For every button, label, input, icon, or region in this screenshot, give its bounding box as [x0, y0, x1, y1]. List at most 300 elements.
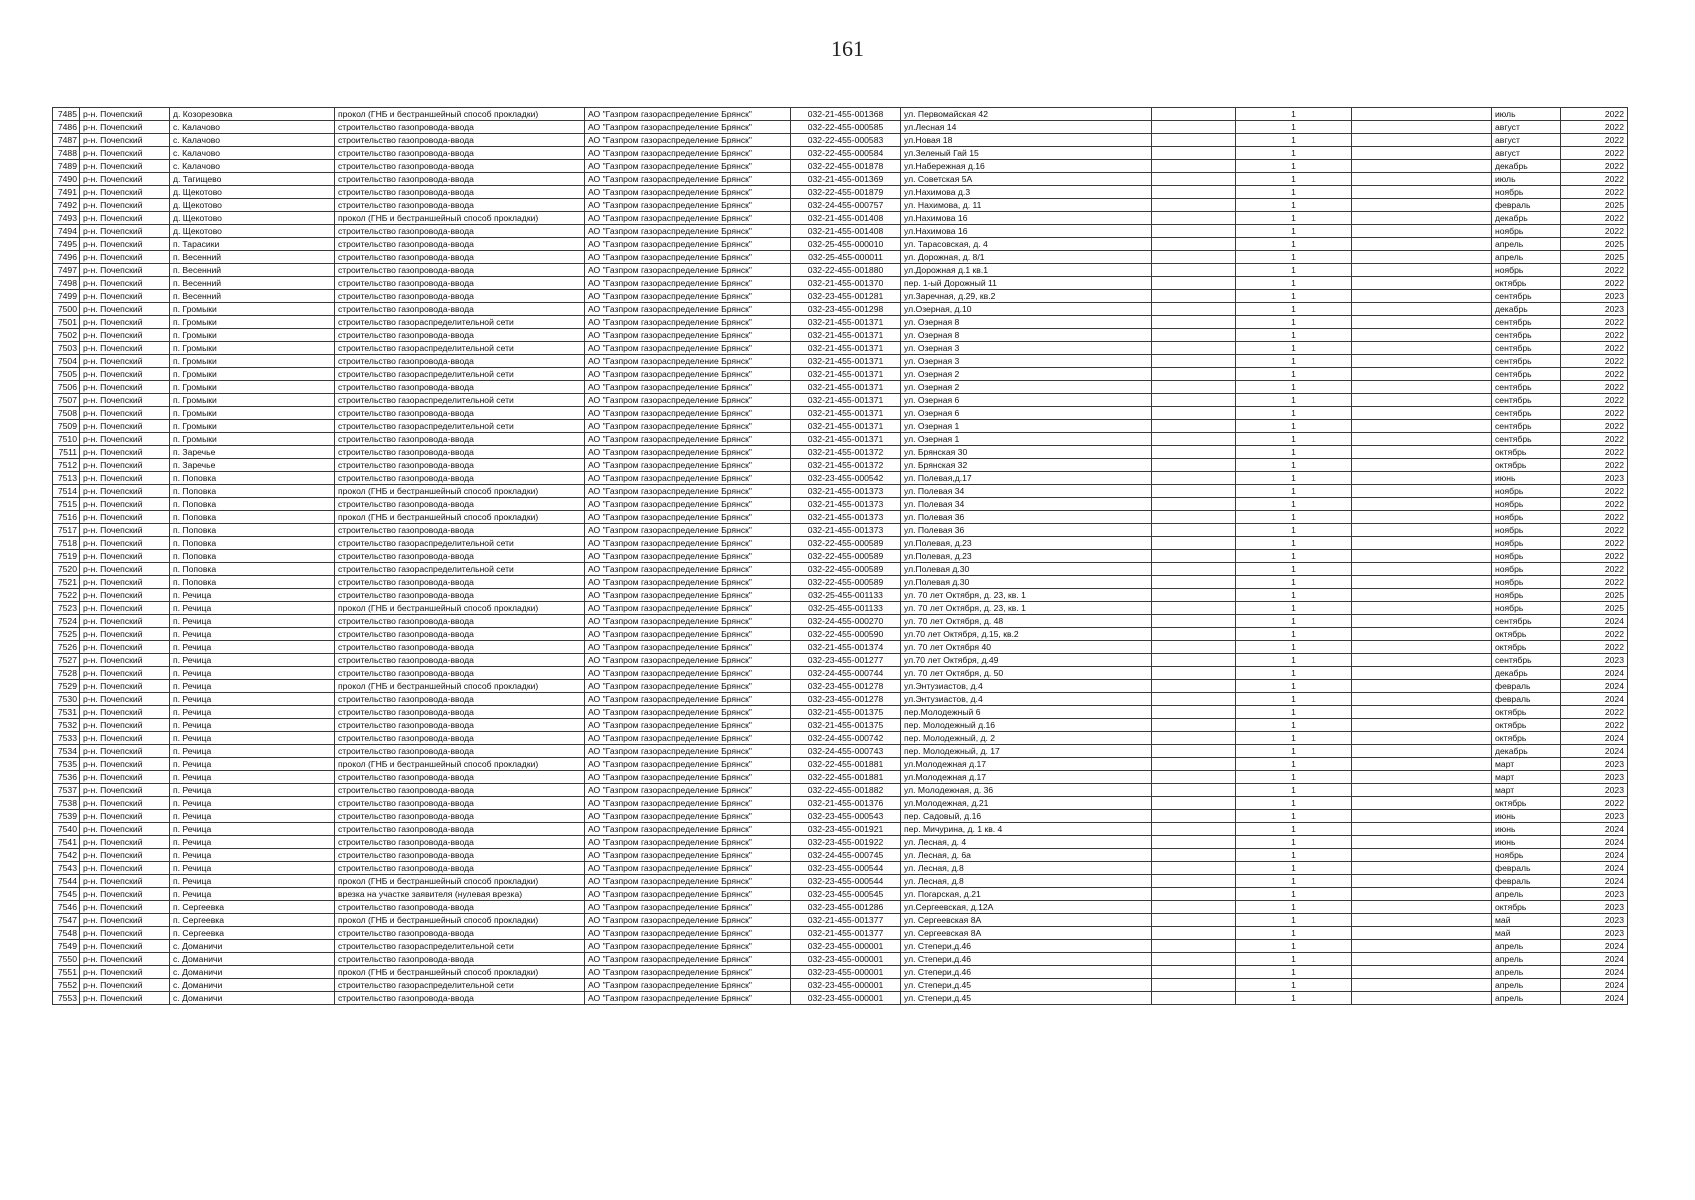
month-cell: апрель [1492, 966, 1561, 979]
organization-cell: АО "Газпром газораспределение Брянск" [585, 693, 791, 706]
settlement-cell: п. Речица [170, 641, 335, 654]
empty-cell [1152, 420, 1236, 433]
application-code-cell: 032-21-455-001373 [791, 524, 901, 537]
empty-cell [1152, 927, 1236, 940]
empty-cell [1152, 797, 1236, 810]
empty-cell [1352, 576, 1492, 589]
work-type-cell: строительство газопровода-ввода [335, 992, 585, 1005]
table-row [53, 719, 1628, 732]
settlement-cell: п. Поповка [170, 563, 335, 576]
application-code-cell: 032-21-455-001369 [791, 173, 901, 186]
application-code-cell: 032-24-455-000745 [791, 849, 901, 862]
organization-cell: АО "Газпром газораспределение Брянск" [585, 199, 791, 212]
month-cell: март [1492, 784, 1561, 797]
address-cell: ул.Полевая д.30 [901, 576, 1152, 589]
count-cell: 1 [1236, 667, 1352, 680]
count-cell: 1 [1236, 615, 1352, 628]
empty-cell [1152, 693, 1236, 706]
month-cell: октябрь [1492, 706, 1561, 719]
empty-cell [1352, 888, 1492, 901]
row-number-cell: 7542 [53, 849, 80, 862]
organization-cell: АО "Газпром газораспределение Брянск" [585, 979, 791, 992]
organization-cell: АО "Газпром газораспределение Брянск" [585, 641, 791, 654]
empty-cell [1152, 667, 1236, 680]
row-number-cell: 7514 [53, 485, 80, 498]
address-cell: ул. Лесная, д. 4 [901, 836, 1152, 849]
month-cell: сентябрь [1492, 355, 1561, 368]
settlement-cell: п. Весенний [170, 251, 335, 264]
month-cell: август [1492, 147, 1561, 160]
settlement-cell: с. Калачово [170, 121, 335, 134]
district-cell: р-н. Почепский [80, 342, 170, 355]
organization-cell: АО "Газпром газораспределение Брянск" [585, 771, 791, 784]
row-number-cell: 7531 [53, 706, 80, 719]
settlement-cell: п. Сергеевка [170, 901, 335, 914]
district-cell: р-н. Почепский [80, 290, 170, 303]
year-cell: 2023 [1561, 758, 1628, 771]
empty-cell [1352, 238, 1492, 251]
table-row [53, 797, 1628, 810]
empty-cell [1152, 316, 1236, 329]
district-cell: р-н. Почепский [80, 524, 170, 537]
year-cell: 2022 [1561, 147, 1628, 160]
work-type-cell: врезка на участке заявителя (нулевая врезка) [335, 888, 585, 901]
organization-cell: АО "Газпром газораспределение Брянск" [585, 823, 791, 836]
address-cell: ул.Сергеевская, д.12А [901, 901, 1152, 914]
address-cell: ул. Погарская, д.21 [901, 888, 1152, 901]
work-type-cell: строительство газопровода-ввода [335, 706, 585, 719]
address-cell: ул. Лесная, д.8 [901, 862, 1152, 875]
table-row [53, 992, 1628, 1005]
empty-cell [1152, 940, 1236, 953]
row-number-cell: 7488 [53, 147, 80, 160]
address-cell: ул. Озерная 6 [901, 394, 1152, 407]
empty-cell [1152, 992, 1236, 1005]
table-row [53, 446, 1628, 459]
empty-cell [1352, 628, 1492, 641]
settlement-cell: п. Речица [170, 758, 335, 771]
table-row [53, 550, 1628, 563]
empty-cell [1352, 212, 1492, 225]
work-type-cell: прокол (ГНБ и бестраншейный способ прокладки) [335, 680, 585, 693]
address-cell: ул. Озерная 1 [901, 433, 1152, 446]
count-cell: 1 [1236, 446, 1352, 459]
row-number-cell: 7515 [53, 498, 80, 511]
organization-cell: АО "Газпром газораспределение Брянск" [585, 537, 791, 550]
settlement-cell: д. Щекотово [170, 212, 335, 225]
empty-cell [1152, 329, 1236, 342]
address-cell: ул. Полевая,д.17 [901, 472, 1152, 485]
empty-cell [1352, 823, 1492, 836]
count-cell: 1 [1236, 927, 1352, 940]
organization-cell: АО "Газпром газораспределение Брянск" [585, 550, 791, 563]
count-cell: 1 [1236, 290, 1352, 303]
count-cell: 1 [1236, 732, 1352, 745]
count-cell: 1 [1236, 810, 1352, 823]
application-code-cell: 032-23-455-000001 [791, 992, 901, 1005]
settlement-cell: п. Речица [170, 745, 335, 758]
organization-cell: АО "Газпром газораспределение Брянск" [585, 875, 791, 888]
year-cell: 2024 [1561, 823, 1628, 836]
table-row [53, 186, 1628, 199]
count-cell: 1 [1236, 901, 1352, 914]
address-cell: ул.Озерная, д.10 [901, 303, 1152, 316]
row-number-cell: 7500 [53, 303, 80, 316]
settlement-cell: п. Весенний [170, 264, 335, 277]
table-row [53, 940, 1628, 953]
work-type-cell: строительство газопровода-ввода [335, 121, 585, 134]
work-type-cell: строительство газораспределительной сети [335, 394, 585, 407]
district-cell: р-н. Почепский [80, 147, 170, 160]
month-cell: сентябрь [1492, 290, 1561, 303]
settlement-cell: п. Поповка [170, 472, 335, 485]
empty-cell [1352, 355, 1492, 368]
district-cell: р-н. Почепский [80, 537, 170, 550]
row-number-cell: 7544 [53, 875, 80, 888]
district-cell: р-н. Почепский [80, 212, 170, 225]
organization-cell: АО "Газпром газораспределение Брянск" [585, 901, 791, 914]
application-code-cell: 032-21-455-001372 [791, 446, 901, 459]
organization-cell: АО "Газпром газораспределение Брянск" [585, 498, 791, 511]
empty-cell [1152, 875, 1236, 888]
district-cell: р-н. Почепский [80, 563, 170, 576]
table-row [53, 589, 1628, 602]
district-cell: р-н. Почепский [80, 420, 170, 433]
year-cell: 2024 [1561, 732, 1628, 745]
district-cell: р-н. Почепский [80, 641, 170, 654]
district-cell: р-н. Почепский [80, 459, 170, 472]
application-code-cell: 032-21-455-001375 [791, 719, 901, 732]
application-code-cell: 032-23-455-001922 [791, 836, 901, 849]
table-row [53, 225, 1628, 238]
work-type-cell: строительство газопровода-ввода [335, 303, 585, 316]
settlement-cell: п. Громыки [170, 433, 335, 446]
month-cell: ноябрь [1492, 602, 1561, 615]
settlement-cell: п. Речица [170, 849, 335, 862]
district-cell: р-н. Почепский [80, 550, 170, 563]
settlement-cell: п. Речица [170, 693, 335, 706]
district-cell: р-н. Почепский [80, 277, 170, 290]
application-code-cell: 032-24-455-000742 [791, 732, 901, 745]
row-number-cell: 7538 [53, 797, 80, 810]
work-type-cell: строительство газопровода-ввода [335, 862, 585, 875]
empty-cell [1152, 836, 1236, 849]
empty-cell [1352, 810, 1492, 823]
count-cell: 1 [1236, 576, 1352, 589]
settlement-cell: п. Громыки [170, 368, 335, 381]
application-code-cell: 032-22-455-001880 [791, 264, 901, 277]
table-row [53, 810, 1628, 823]
table-row [53, 511, 1628, 524]
year-cell: 2022 [1561, 368, 1628, 381]
settlement-cell: п. Речица [170, 732, 335, 745]
empty-cell [1352, 277, 1492, 290]
district-cell: р-н. Почепский [80, 316, 170, 329]
application-code-cell: 032-23-455-000544 [791, 875, 901, 888]
row-number-cell: 7545 [53, 888, 80, 901]
empty-cell [1152, 225, 1236, 238]
settlement-cell: п. Речица [170, 875, 335, 888]
row-number-cell: 7505 [53, 368, 80, 381]
count-cell: 1 [1236, 966, 1352, 979]
row-number-cell: 7522 [53, 589, 80, 602]
settlement-cell: д. Тагищево [170, 173, 335, 186]
year-cell: 2022 [1561, 394, 1628, 407]
count-cell: 1 [1236, 355, 1352, 368]
table-row [53, 654, 1628, 667]
district-cell: р-н. Почепский [80, 667, 170, 680]
organization-cell: АО "Газпром газораспределение Брянск" [585, 680, 791, 693]
count-cell: 1 [1236, 654, 1352, 667]
row-number-cell: 7553 [53, 992, 80, 1005]
table-row [53, 836, 1628, 849]
count-cell: 1 [1236, 641, 1352, 654]
month-cell: декабрь [1492, 303, 1561, 316]
work-type-cell: строительство газопровода-ввода [335, 277, 585, 290]
organization-cell: АО "Газпром газораспределение Брянск" [585, 797, 791, 810]
table-row [53, 888, 1628, 901]
district-cell: р-н. Почепский [80, 394, 170, 407]
table-row [53, 914, 1628, 927]
settlement-cell: п. Поповка [170, 485, 335, 498]
district-cell: р-н. Почепский [80, 615, 170, 628]
row-number-cell: 7503 [53, 342, 80, 355]
table-row [53, 966, 1628, 979]
year-cell: 2022 [1561, 186, 1628, 199]
month-cell: апрель [1492, 953, 1561, 966]
settlement-cell: п. Речица [170, 602, 335, 615]
row-number-cell: 7502 [53, 329, 80, 342]
settlement-cell: с. Доманичи [170, 966, 335, 979]
organization-cell: АО "Газпром газораспределение Брянск" [585, 290, 791, 303]
settlement-cell: п. Речица [170, 589, 335, 602]
empty-cell [1352, 862, 1492, 875]
year-cell: 2022 [1561, 420, 1628, 433]
year-cell: 2024 [1561, 862, 1628, 875]
year-cell: 2022 [1561, 342, 1628, 355]
row-number-cell: 7530 [53, 693, 80, 706]
year-cell: 2022 [1561, 225, 1628, 238]
row-number-cell: 7541 [53, 836, 80, 849]
table-row [53, 823, 1628, 836]
row-number-cell: 7517 [53, 524, 80, 537]
row-number-cell: 7506 [53, 381, 80, 394]
application-code-cell: 032-23-455-001278 [791, 693, 901, 706]
address-cell: ул.Лесная 14 [901, 121, 1152, 134]
month-cell: октябрь [1492, 719, 1561, 732]
address-cell: ул. 70 лет Октября, д. 23, кв. 1 [901, 602, 1152, 615]
organization-cell: АО "Газпром газораспределение Брянск" [585, 615, 791, 628]
organization-cell: АО "Газпром газораспределение Брянск" [585, 394, 791, 407]
organization-cell: АО "Газпром газораспределение Брянск" [585, 238, 791, 251]
row-number-cell: 7509 [53, 420, 80, 433]
organization-cell: АО "Газпром газораспределение Брянск" [585, 420, 791, 433]
district-cell: р-н. Почепский [80, 407, 170, 420]
empty-cell [1152, 446, 1236, 459]
empty-cell [1152, 277, 1236, 290]
empty-cell [1152, 953, 1236, 966]
month-cell: сентябрь [1492, 420, 1561, 433]
count-cell: 1 [1236, 537, 1352, 550]
work-type-cell: строительство газопровода-ввода [335, 225, 585, 238]
table-row [53, 524, 1628, 537]
table-row [53, 160, 1628, 173]
count-cell: 1 [1236, 433, 1352, 446]
row-number-cell: 7491 [53, 186, 80, 199]
organization-cell: АО "Газпром газораспределение Брянск" [585, 329, 791, 342]
district-cell: р-н. Почепский [80, 888, 170, 901]
count-cell: 1 [1236, 563, 1352, 576]
year-cell: 2024 [1561, 693, 1628, 706]
month-cell: сентябрь [1492, 342, 1561, 355]
settlement-cell: п. Речица [170, 888, 335, 901]
empty-cell [1152, 290, 1236, 303]
row-number-cell: 7486 [53, 121, 80, 134]
settlement-cell: с. Калачово [170, 147, 335, 160]
empty-cell [1152, 407, 1236, 420]
empty-cell [1352, 524, 1492, 537]
organization-cell: АО "Газпром газораспределение Брянск" [585, 355, 791, 368]
application-code-cell: 032-24-455-000757 [791, 199, 901, 212]
district-cell: р-н. Почепский [80, 576, 170, 589]
organization-cell: АО "Газпром газораспределение Брянск" [585, 316, 791, 329]
row-number-cell: 7543 [53, 862, 80, 875]
organization-cell: АО "Газпром газораспределение Брянск" [585, 563, 791, 576]
address-cell: ул. Озерная 1 [901, 420, 1152, 433]
organization-cell: АО "Газпром газораспределение Брянск" [585, 745, 791, 758]
organization-cell: АО "Газпром газораспределение Брянск" [585, 849, 791, 862]
empty-cell [1152, 381, 1236, 394]
work-type-cell: строительство газопровода-ввода [335, 498, 585, 511]
work-type-cell: строительство газопровода-ввода [335, 550, 585, 563]
district-cell: р-н. Почепский [80, 498, 170, 511]
year-cell: 2024 [1561, 615, 1628, 628]
table-row [53, 173, 1628, 186]
address-cell: ул. Степери,д.46 [901, 966, 1152, 979]
empty-cell [1352, 433, 1492, 446]
month-cell: ноябрь [1492, 849, 1561, 862]
work-type-cell: строительство газопровода-ввода [335, 134, 585, 147]
work-type-cell: строительство газопровода-ввода [335, 953, 585, 966]
work-type-cell: строительство газопровода-ввода [335, 329, 585, 342]
empty-cell [1352, 342, 1492, 355]
empty-cell [1352, 667, 1492, 680]
month-cell: ноябрь [1492, 511, 1561, 524]
application-code-cell: 032-21-455-001371 [791, 342, 901, 355]
address-cell: ул.Энтузиастов, д.4 [901, 680, 1152, 693]
work-type-cell: строительство газопровода-ввода [335, 784, 585, 797]
settlement-cell: п. Речица [170, 771, 335, 784]
month-cell: ноябрь [1492, 589, 1561, 602]
empty-cell [1352, 186, 1492, 199]
month-cell: сентябрь [1492, 316, 1561, 329]
empty-cell [1152, 901, 1236, 914]
month-cell: июнь [1492, 823, 1561, 836]
row-number-cell: 7519 [53, 550, 80, 563]
empty-cell [1352, 381, 1492, 394]
empty-cell [1352, 966, 1492, 979]
row-number-cell: 7526 [53, 641, 80, 654]
table-row [53, 862, 1628, 875]
year-cell: 2022 [1561, 316, 1628, 329]
row-number-cell: 7508 [53, 407, 80, 420]
empty-cell [1152, 745, 1236, 758]
table-row [53, 121, 1628, 134]
row-number-cell: 7518 [53, 537, 80, 550]
count-cell: 1 [1236, 407, 1352, 420]
empty-cell [1152, 615, 1236, 628]
month-cell: ноябрь [1492, 524, 1561, 537]
row-number-cell: 7495 [53, 238, 80, 251]
row-number-cell: 7540 [53, 823, 80, 836]
settlement-cell: п. Тарасики [170, 238, 335, 251]
address-cell: ул. Озерная 3 [901, 342, 1152, 355]
month-cell: апрель [1492, 251, 1561, 264]
settlement-cell: п. Речица [170, 797, 335, 810]
organization-cell: АО "Газпром газораспределение Брянск" [585, 212, 791, 225]
empty-cell [1352, 914, 1492, 927]
work-type-cell: строительство газопровода-ввода [335, 667, 585, 680]
address-cell: пер.Молодежный 6 [901, 706, 1152, 719]
row-number-cell: 7485 [53, 108, 80, 121]
empty-cell [1352, 836, 1492, 849]
month-cell: февраль [1492, 199, 1561, 212]
address-cell: ул. Полевая 34 [901, 498, 1152, 511]
month-cell: октябрь [1492, 628, 1561, 641]
district-cell: р-н. Почепский [80, 979, 170, 992]
district-cell: р-н. Почепский [80, 992, 170, 1005]
table-row [53, 784, 1628, 797]
application-code-cell: 032-25-455-001133 [791, 589, 901, 602]
count-cell: 1 [1236, 394, 1352, 407]
organization-cell: АО "Газпром газораспределение Брянск" [585, 485, 791, 498]
table-row [53, 355, 1628, 368]
empty-cell [1152, 251, 1236, 264]
empty-cell [1352, 680, 1492, 693]
settlement-cell: п. Заречье [170, 459, 335, 472]
application-code-cell: 032-21-455-001377 [791, 927, 901, 940]
year-cell: 2023 [1561, 888, 1628, 901]
empty-cell [1352, 992, 1492, 1005]
work-type-cell: строительство газораспределительной сети [335, 940, 585, 953]
count-cell: 1 [1236, 771, 1352, 784]
district-cell: р-н. Почепский [80, 693, 170, 706]
work-type-cell: строительство газопровода-ввода [335, 771, 585, 784]
month-cell: ноябрь [1492, 563, 1561, 576]
empty-cell [1152, 121, 1236, 134]
month-cell: ноябрь [1492, 264, 1561, 277]
month-cell: апрель [1492, 979, 1561, 992]
table-row [53, 628, 1628, 641]
empty-cell [1352, 693, 1492, 706]
empty-cell [1152, 511, 1236, 524]
month-cell: июль [1492, 173, 1561, 186]
empty-cell [1352, 472, 1492, 485]
row-number-cell: 7489 [53, 160, 80, 173]
address-cell: ул. Полевая 36 [901, 511, 1152, 524]
work-type-cell: строительство газопровода-ввода [335, 147, 585, 160]
work-type-cell: строительство газопровода-ввода [335, 446, 585, 459]
empty-cell [1152, 160, 1236, 173]
month-cell: апрель [1492, 940, 1561, 953]
empty-cell [1152, 849, 1236, 862]
empty-cell [1152, 732, 1236, 745]
empty-cell [1352, 771, 1492, 784]
district-cell: р-н. Почепский [80, 654, 170, 667]
district-cell: р-н. Почепский [80, 901, 170, 914]
work-type-cell: строительство газопровода-ввода [335, 251, 585, 264]
count-cell: 1 [1236, 888, 1352, 901]
